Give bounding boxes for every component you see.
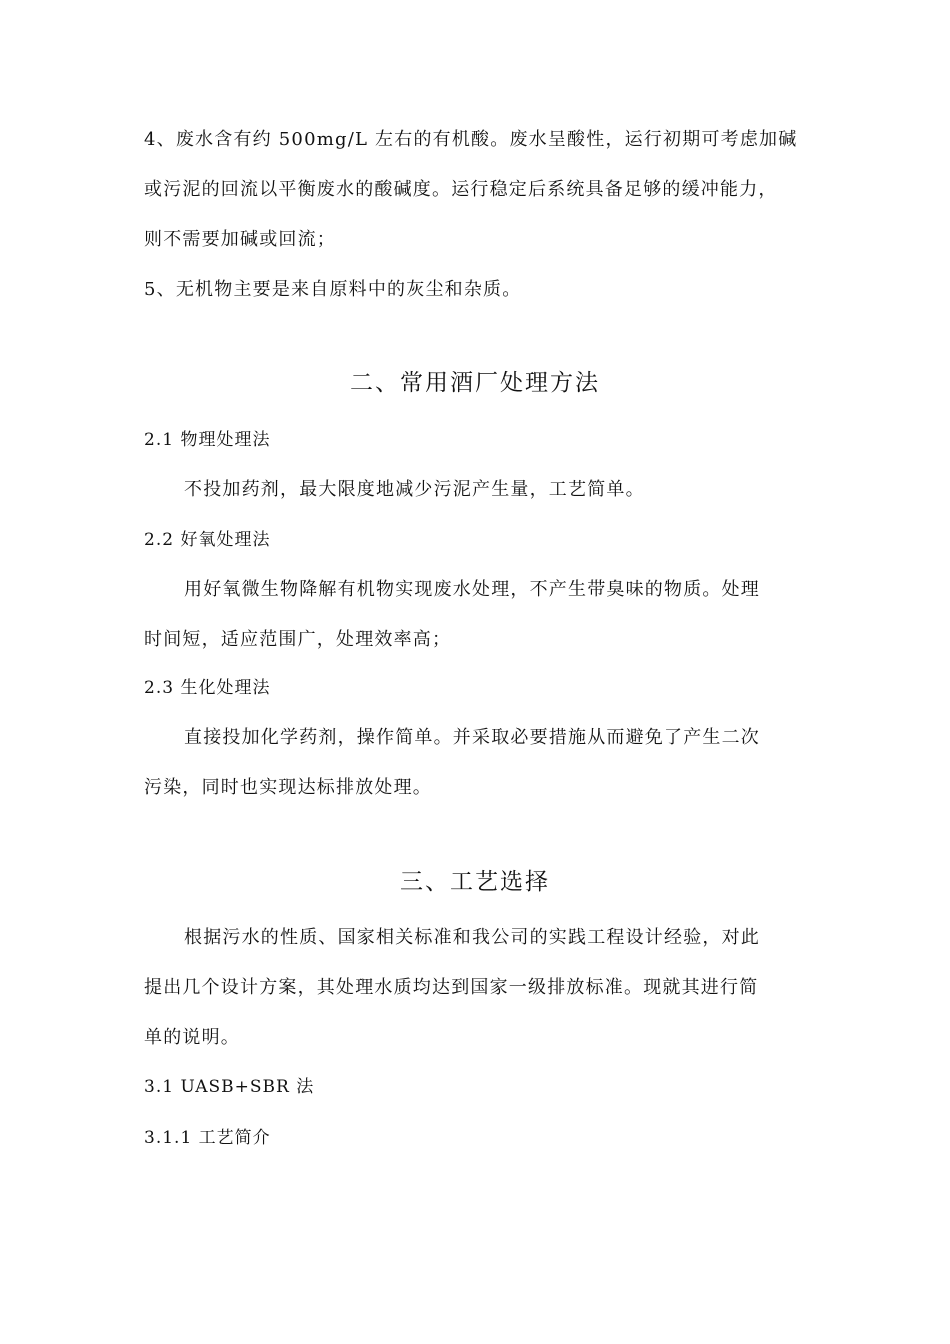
paragraph-4-line-2: 或污泥的回流以平衡废水的酸碱度。运行稳定后系统具备足够的缓冲能力，: [144, 179, 778, 200]
subsection-3-1-1-title: 3.1.1 工艺简介: [144, 1128, 271, 1148]
section-3-heading: 三、工艺选择: [400, 869, 550, 895]
subsection-2-1-title: 2.1 物理处理法: [144, 430, 271, 450]
paragraph-4-line-1: 4、废水含有约 500mg/L 左右的有机酸。废水呈酸性，运行初期可考虑加碱: [144, 129, 798, 150]
subsection-2-2-text-line-2: 时间短，适应范围广，处理效率高；: [144, 629, 452, 650]
paragraph-5-line-1: 5、无机物主要是来自原料中的灰尘和杂质。: [144, 279, 522, 300]
subsection-2-2-title: 2.2 好氧处理法: [144, 530, 271, 550]
subsection-2-3-title: 2.3 生化处理法: [144, 678, 271, 698]
section-2-heading: 二、常用酒厂处理方法: [350, 370, 600, 396]
subsection-3-1-title: 3.1 UASB+SBR 法: [144, 1077, 315, 1097]
section-3-intro-line-1: 根据污水的性质、国家相关标准和我公司的实践工程设计经验，对此: [184, 927, 760, 948]
section-3-intro-line-2: 提出几个设计方案，其处理水质均达到国家一级排放标准。现就其进行简: [144, 977, 759, 998]
subsection-2-3-text-line-2: 污染，同时也实现达标排放处理。: [144, 777, 432, 798]
section-3-intro-line-3: 单的说明。: [144, 1027, 240, 1048]
subsection-2-3-text-line-1: 直接投加化学药剂，操作简单。并采取必要措施从而避免了产生二次: [184, 727, 760, 748]
subsection-2-2-text-line-1: 用好氧微生物降解有机物实现废水处理，不产生带臭味的物质。处理: [184, 579, 760, 600]
paragraph-4-line-3: 则不需要加碱或回流；: [144, 229, 336, 250]
subsection-2-1-text: 不投加药剂，最大限度地减少污泥产生量，工艺简单。: [184, 479, 645, 500]
